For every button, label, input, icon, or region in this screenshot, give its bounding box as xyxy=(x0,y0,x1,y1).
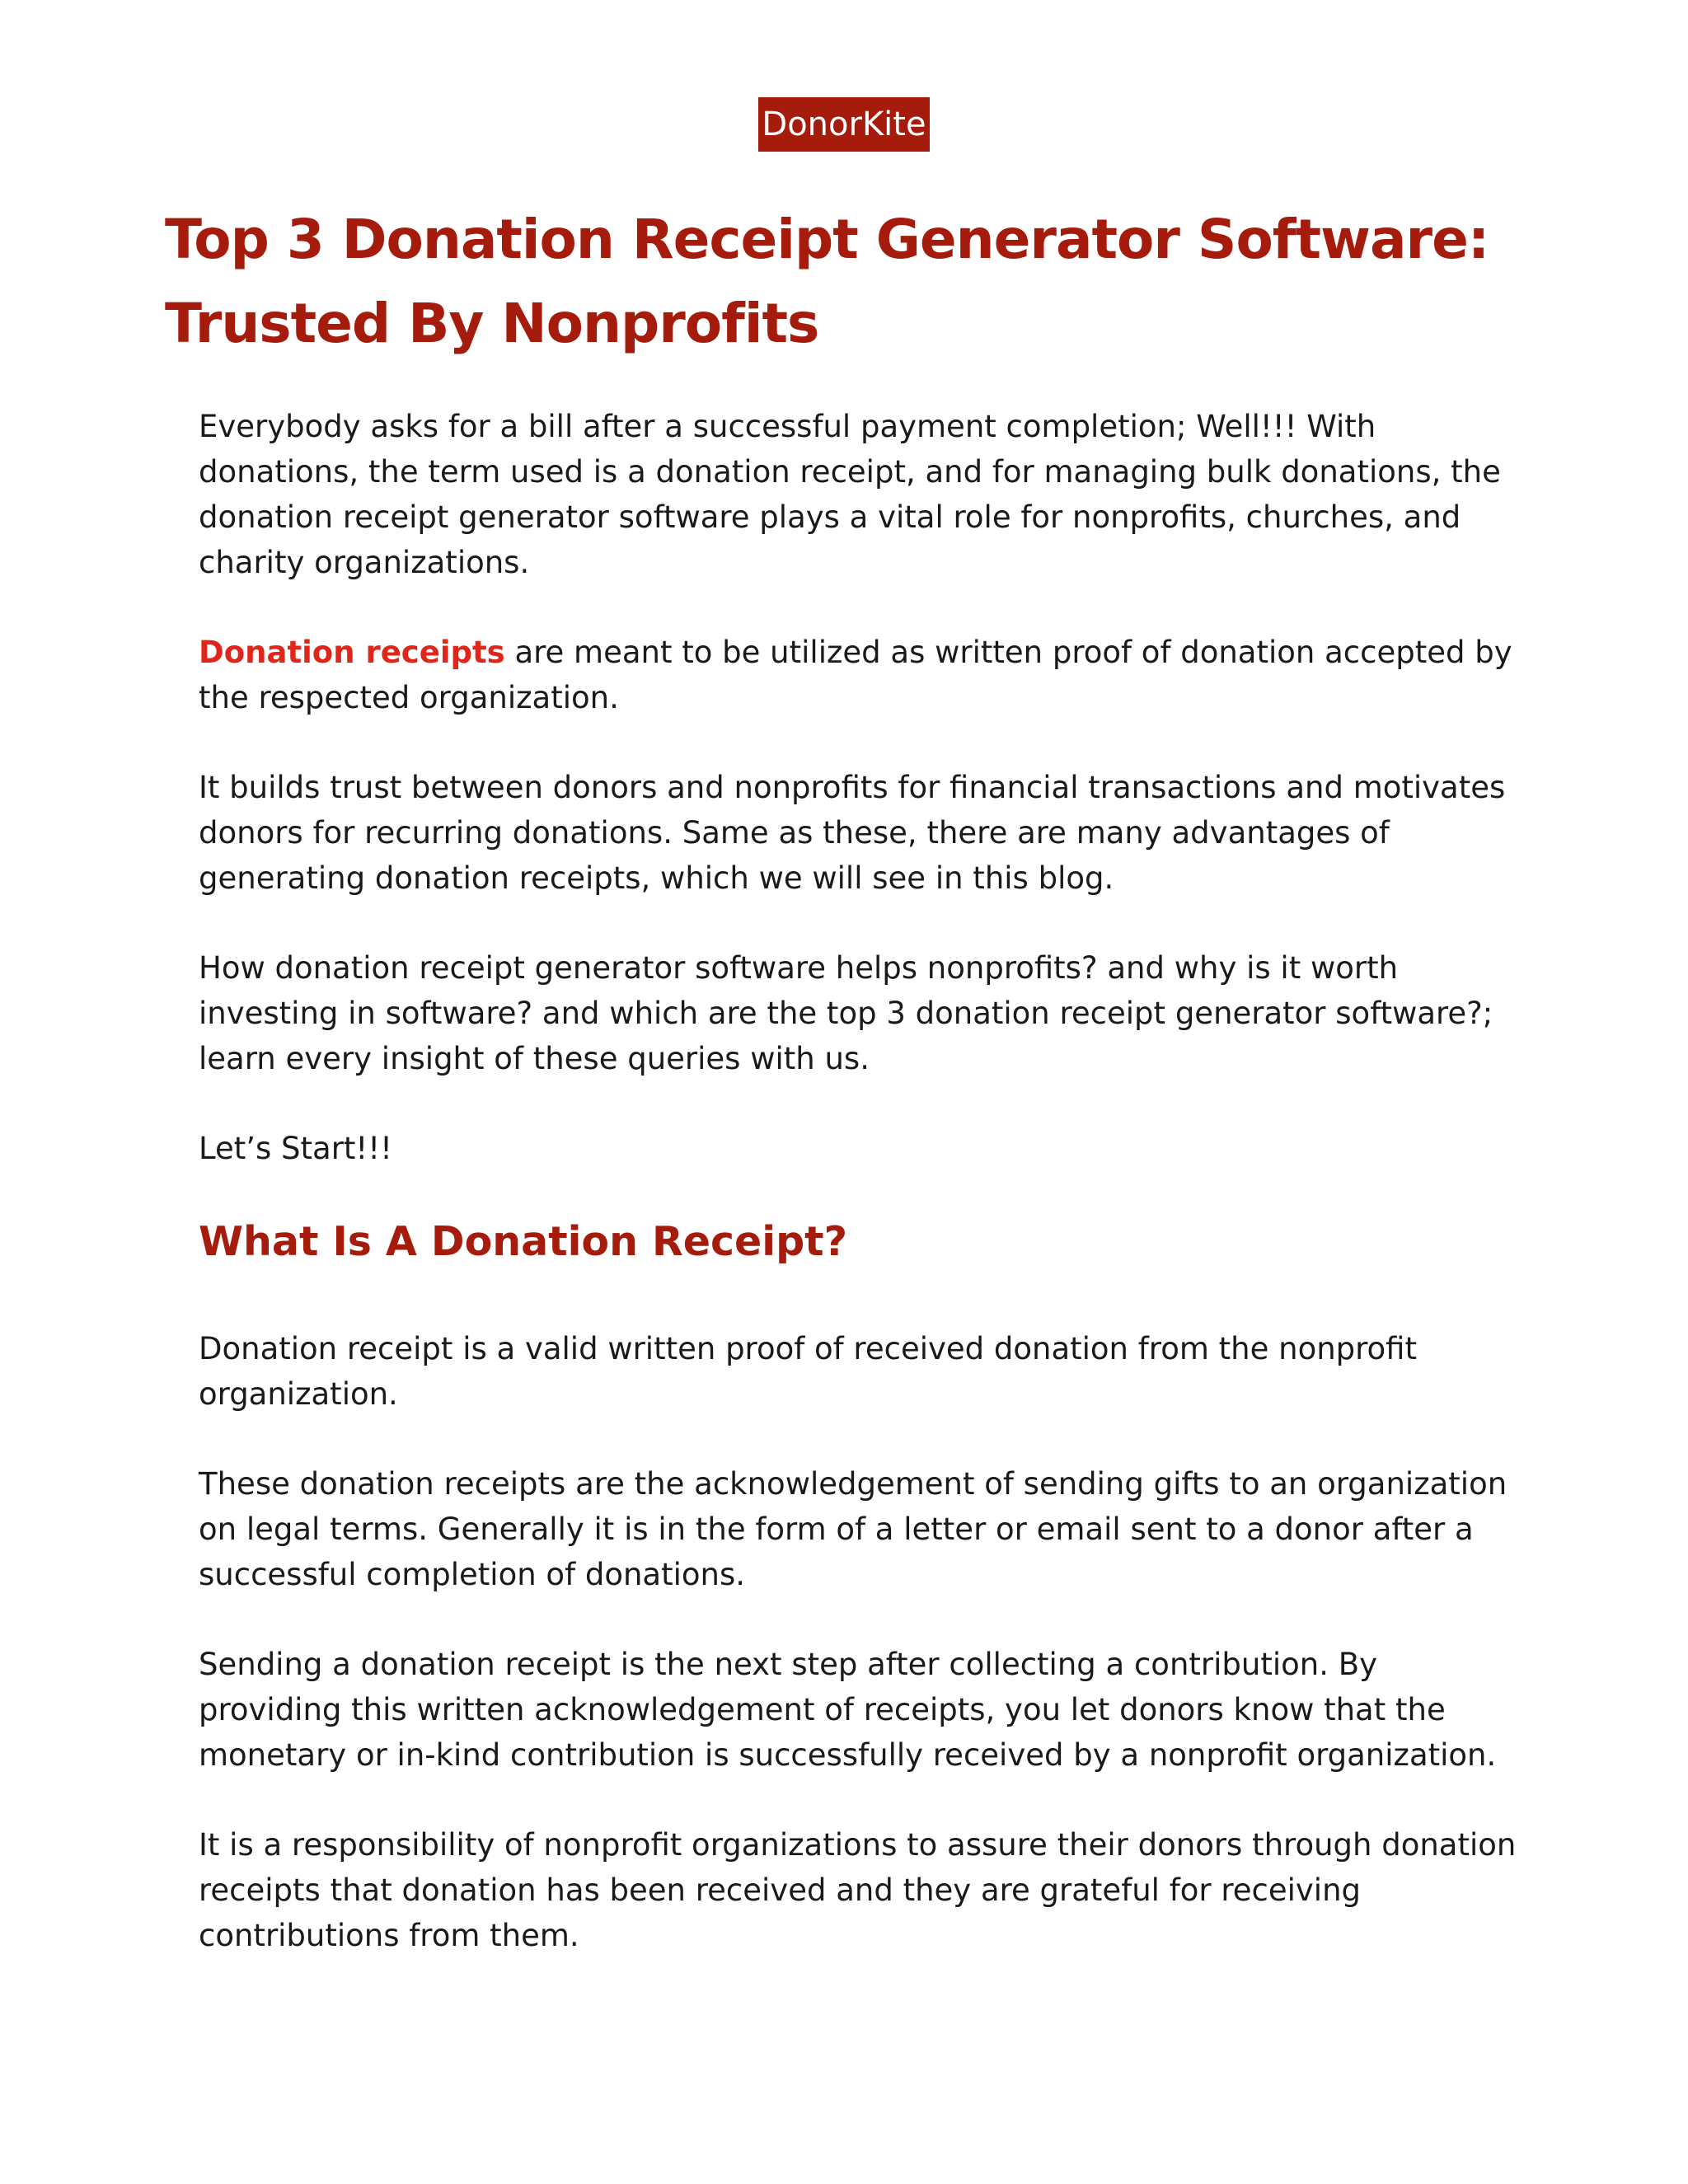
brand-header xyxy=(0,97,1688,152)
responsibility-paragraph: It is a responsibility of nonprofit organizations to assure their donors through donation receipts that donation has been received and they are grateful for receiving contributions from them. xyxy=(199,1827,1517,1953)
donation-receipts-link[interactable]: Donation receipts xyxy=(199,635,505,670)
start-paragraph: Let’s Start!!! xyxy=(199,1131,392,1166)
page-title: Top 3 Donation Receipt Generator Software: Trusted By Nonprofits xyxy=(165,208,1489,355)
acknowledgement-paragraph: These donation receipts are the acknowledgement of sending gifts to an organization on legal terms. Generally it is in the form of a letter or email sent to a donor after a successful completion of donations. xyxy=(199,1466,1507,1592)
brand-logo[interactable]: DonorKite xyxy=(758,97,929,152)
trust-paragraph: It builds trust between donors and nonprofits for financial transactions and motivates donors for recurring donations. Same as these, there are many advantages of generating donation receipts, which we will see in this blog. xyxy=(199,770,1506,896)
intro-paragraph: Everybody asks for a bill after a successful payment completion; Well!!! With donations, the term used is a donation receipt, and for managing bulk donations, the donation receipt generator software plays a vital role for nonprofits, churches, and charity organizations. xyxy=(199,409,1501,580)
questions-paragraph: How donation receipt generator software helps nonprofits? and why is it worth investing in software? and which are the top 3 donation receipt generator software?; learn every insight of these queries with us. xyxy=(199,950,1493,1076)
receipts-paragraph-text: are meant to be utilized as written proof of donation accepted by the respected organization. xyxy=(199,635,1512,715)
article-body xyxy=(199,404,1517,2003)
receipts-paragraph xyxy=(199,630,1517,720)
definition-paragraph: Donation receipt is a valid written proof of received donation from the nonprofit organization. xyxy=(199,1331,1417,1412)
next-step-paragraph: Sending a donation receipt is the next step after collecting a contribution. By providing this written acknowledgement of receipts, you let donors know that the monetary or in-kind contribution is successfully received by a nonprofit organization. xyxy=(199,1647,1497,1773)
section-heading: What Is A Donation Receipt? xyxy=(199,1218,847,1265)
